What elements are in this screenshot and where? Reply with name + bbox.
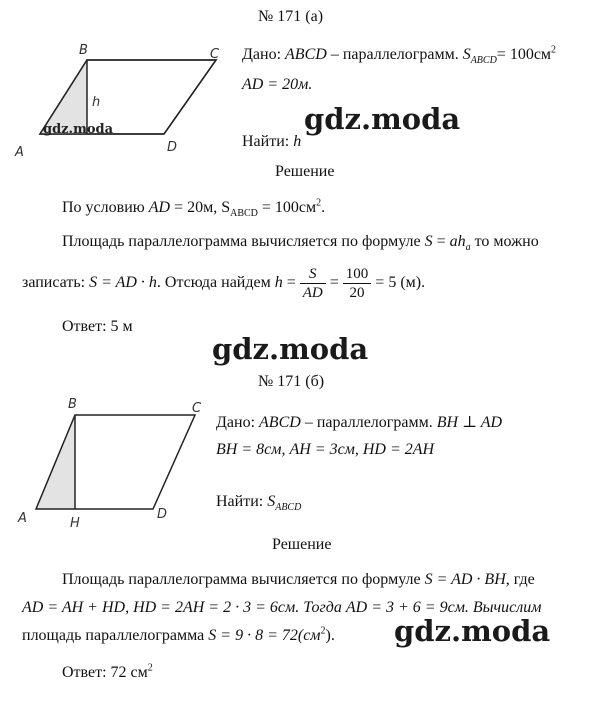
given-line-a: Дано: ABCD – параллелограмм. $S_{ABCD}= 100см^2$ [242,44,557,67]
watermark-3: gdz.moda [394,614,551,648]
watermark-small-a: gdz.moda [43,122,114,137]
problem-title-a: № 171 (а) [258,8,324,25]
label-d-b: D [157,507,168,522]
problem-title-b: № 171 (б) [258,373,325,390]
fraction-100-over-20: $\frac{100}{20}$ [343,265,372,302]
label-a-b: A [18,511,27,526]
label-d-a: D [167,140,178,155]
solution-heading-a: Решение [275,163,335,180]
watermark-2: gdz.moda [212,332,369,366]
label-h-a: h [92,95,101,110]
calc-line-b: AD = AH + HD, HD = 2AH = 2 · 3 = 6см. Тогда AD = 3 + 6 = 9см. Вычислим [22,599,542,616]
area-line-b: площадь параллелограмма $S = 9 \cdot 8 = 72(см^2)$. [22,625,335,644]
fraction-s-over-ad: $\frac{S}{AD}$ [300,265,326,302]
label-a-a: A [15,145,24,160]
answer-b: Ответ: 72 $см^2$ [62,662,153,681]
answer-a: Ответ: 5 м [62,318,133,335]
label-b-a: B [79,43,88,58]
label-b-b: B [68,397,77,412]
watermark-1: gdz.moda [304,102,461,136]
formula-line-a: Площадь параллелограмма вычисляется по формуле $S = ah_a$ то можно [62,233,539,254]
parallelogram-diagram-b [12,390,212,540]
label-c-b: C [192,401,202,416]
label-h-b: H [70,516,80,531]
given-line-b: Дано: ABCD – параллелограмм. BH ⊥ AD [216,414,503,431]
write-line-a: записать: S = AD · h. Отсюда найдем h = $\frac{S}{AD}$ = $\frac{100}{20}$ = 5 (м). [22,266,426,301]
given-ad-a: AD = 20м. [242,76,313,93]
find-line-b: Найти: $S_{ABCD}$ [216,493,302,514]
condition-line-a: По условию AD = 20м, $S_{ABCD} = 100см^2$. [62,197,326,220]
formula-line-b: Площадь параллелограмма вычисляется по формуле S = AD · BH, где [62,571,535,588]
parallelogram-diagram-a [12,38,232,163]
label-c-a: C [210,47,220,62]
solution-heading-b: Решение [272,536,332,553]
find-line-a: Найти: h [242,133,302,150]
given-values-b: BH = 8см, AH = 3см, HD = 2AH [216,441,435,458]
